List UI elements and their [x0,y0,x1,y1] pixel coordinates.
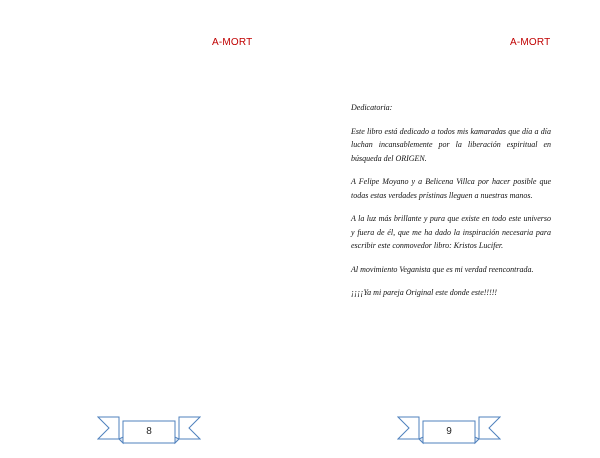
dedication-paragraph: Al movimiento Veganista que es mi verdad reencontrada. [351,264,534,274]
running-head-right: A-MORT [510,37,551,48]
right-page [300,0,600,458]
dedication-text [351,101,551,310]
page-number-left: 8 [146,426,152,437]
page-number-banner-left [97,415,201,445]
page-number-banner-right [397,415,501,445]
dedication-paragraph: Este libro está dedicado a todos mis kamaradas que día a día luchan incansablemente por la liberación espiritual en búsqueda del ORIGEN. [351,126,551,163]
page-number-right: 9 [446,426,452,437]
dedication-heading: Dedicatoria: [351,103,393,112]
dedication-paragraph: A la luz más brillante y pura que existe en todo este universo y fuera de él, que me ha dado la inspiración necesaria para escribir este conmovedor libro: Kristos Lucifer. [351,214,551,250]
dedication-paragraph: A Felipe Moyano y a Belicena Villca por hacer posible que todas estas verdades prístinas lleguen a nuestras manos. [351,177,551,200]
dedication-paragraph: ¡¡¡¡Ya mi pareja Original este donde este!!!!! [351,288,498,297]
running-head-left: A-MORT [212,37,253,48]
